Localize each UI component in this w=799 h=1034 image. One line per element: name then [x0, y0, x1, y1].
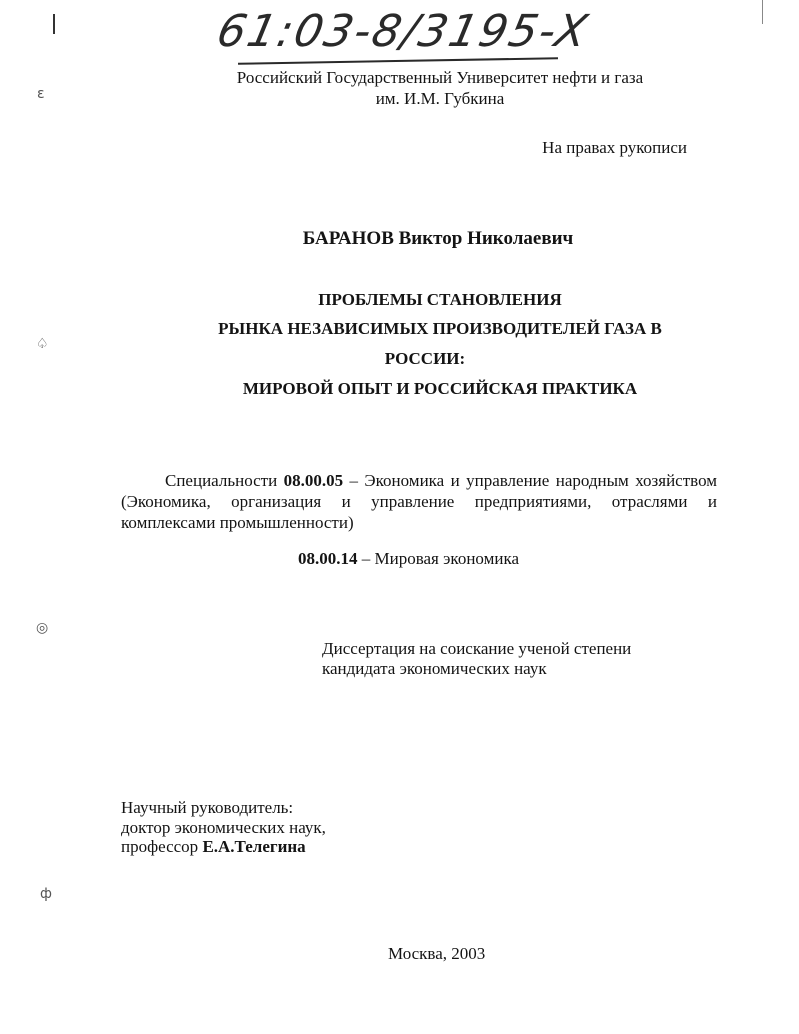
binding-hole-mark: ф — [40, 886, 52, 902]
binding-hole-mark: ♤ — [36, 336, 49, 352]
scan-tick-mark — [53, 14, 55, 34]
university-named-after: им. И.М. Губкина — [375, 89, 505, 108]
supervisor-degree: доктор экономических наук, — [121, 818, 326, 837]
author-name: БАРАНОВ Виктор Николаевич — [302, 228, 574, 249]
specialty-paragraph — [121, 470, 717, 533]
dissertation-purpose: Диссертация на соискание ученой степени — [322, 639, 632, 658]
binding-hole-mark: ◎ — [36, 620, 49, 636]
dissertation-degree: кандидата экономических наук — [322, 659, 547, 678]
specialty-line-2 — [298, 549, 519, 569]
supervisor-label: Научный руководитель: — [121, 798, 294, 817]
university-name: Российский Государственный Университет нефти и газа — [236, 68, 644, 87]
scan-edge-line — [762, 0, 763, 24]
specialty-code-1: 08.00.05 — [283, 471, 344, 490]
specialty-description-2: – Мировая экономика — [361, 549, 519, 568]
specialty-code-2: 08.00.14 — [298, 549, 358, 568]
title-line-4: МИРОВОЙ ОПЫТ И РОССИЙСКАЯ ПРАКТИКА — [242, 379, 638, 398]
title-line-3: РОССИИ: — [384, 349, 466, 368]
shelfmark-underline — [238, 57, 558, 65]
supervisor-title-line — [121, 837, 306, 857]
binding-hole-mark: ԑ — [37, 86, 45, 102]
title-line-1: ПРОБЛЕМЫ СТАНОВЛЕНИЯ — [318, 290, 562, 309]
manuscript-note: На правах рукописи — [542, 138, 687, 157]
handwritten-shelfmark: 61:03-8/3195-X — [212, 6, 594, 57]
place-and-year: Москва, 2003 — [388, 944, 486, 963]
title-line-2: РЫНКА НЕЗАВИСИМЫХ ПРОИЗВОДИТЕЛЕЙ ГАЗА В — [218, 319, 662, 338]
supervisor-title: профессор — [121, 837, 199, 856]
specialty-description-1: – Экономика и управление народным хозяйством (Экономика, организация и управление предприятиями, отраслями и комплексами промышленности) — [121, 471, 718, 532]
supervisor-name: Е.А.Телегина — [202, 837, 306, 856]
specialty-prefix: Специальности — [165, 471, 278, 490]
